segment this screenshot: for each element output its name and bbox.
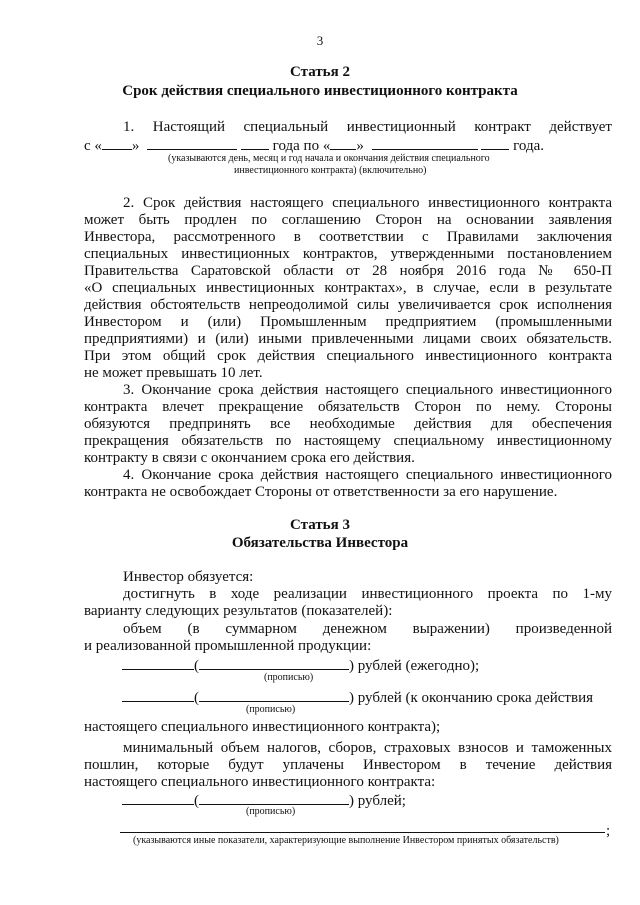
date-to-close: » [356, 138, 364, 154]
page-number: 3 [316, 33, 324, 48]
article-2-p2-line: При этом общий срок действия специального инвестиционного контракта [84, 348, 612, 364]
rub-end-label: ) рублей (к окончанию срока действия [349, 690, 593, 706]
paren-open: ( [194, 690, 199, 706]
date-from-month-blank [147, 136, 237, 150]
date-from-day-blank [102, 136, 132, 150]
article-3-intro: Инвестор обязуется: [123, 569, 254, 585]
article-2-p3-line: прекращения обязательств по настоящему специальному инвестиционному [84, 433, 612, 449]
article-3-taxes-line: настоящего специального инвестиционного контракта: [84, 774, 436, 790]
date-from-close: » [131, 138, 140, 154]
volume-end-field [122, 688, 593, 707]
article-2-subtitle: Срок действия специального инвестиционного контракта [122, 83, 518, 99]
article-2-p4-line: контракта не освобождает Стороны от ответственности за его нарушение. [84, 484, 558, 500]
semicolon: ; [606, 823, 611, 839]
amount-words-blank [199, 656, 349, 670]
article-2-title: Статья 2 [290, 64, 350, 80]
date-note-2: инвестиционного контракта) (включительно) [234, 165, 427, 176]
article-3-subtitle: Обязательства Инвестора [231, 535, 409, 551]
article-3-goal-line: варианту следующих результатов (показателей): [84, 603, 393, 619]
article-2-p3-line: контракта влечет прекращение обязательств Сторон по нему. Стороны [84, 399, 612, 415]
amount-words-blank [199, 791, 349, 805]
article-2-p2-line: не может превышать 10 лет. [84, 365, 263, 381]
article-3-title: Статья 3 [290, 517, 350, 533]
article-2-p3-line: 3. Окончание срока действия настоящего специального инвестиционного [123, 382, 612, 398]
other-indicators-blank [120, 832, 605, 833]
article-2-p2-line: действия обстоятельств непреодолимой силы увеличивается срок исполнения [84, 297, 612, 313]
amount-blank [122, 656, 194, 670]
paren-open: ( [194, 658, 199, 674]
date-from-open: с « [84, 138, 102, 154]
article-2-p2-line: «О специальных инвестиционных контрактах», в случае, если в результате [84, 280, 612, 296]
date-to-month-blank [372, 136, 478, 150]
rub-end-continuation: настоящего специального инвестиционного контракта); [84, 719, 441, 735]
article-2-p4-line: 4. Окончание срока действия настоящего специального инвестиционного [123, 467, 612, 483]
article-2-p2-line: предприятиями) и (или) иными привлеченными лицами своих обязательств. [84, 331, 612, 347]
amount-blank [122, 791, 194, 805]
article-3-volume-line: и реализованной промышленной продукции: [84, 638, 372, 654]
article-2-p2-line: специальных инвестиционных контрактов, утвержденными постановлением [84, 246, 612, 262]
paren-open: ( [194, 793, 199, 809]
propisyu-note: (прописью) [246, 806, 296, 817]
propisyu-note: (прописью) [246, 704, 296, 715]
article-2-p2-line: может быть продлен по соглашению Сторон на основании заявления [84, 212, 612, 228]
article-2-p2-line: 2. Срок действия настоящего специального инвестиционного контракта [123, 195, 612, 211]
article-2-p2-line: Инвестора, рассмотренного в соответствии с Правилами заключения [84, 229, 612, 245]
article-2-p1-line1: 1. Настоящий специальный инвестиционный контракт действует [123, 119, 612, 135]
other-indicators-note: (указываются иные показатели, характеризующие выполнение Инвестором принятых обязательств) [133, 835, 559, 846]
article-3-volume-line: объем (в суммарном денежном выражении) произведенной [123, 621, 612, 637]
article-3-taxes-line: пошлин, которые будут уплачены Инвестором в течение действия [84, 757, 612, 773]
date-year-end: года. [513, 138, 544, 154]
rub-yearly-label: ) рублей (ежегодно); [349, 658, 480, 674]
article-2-p3-line: контракту в связи с окончанием срока его действия. [84, 450, 415, 466]
date-to-day-blank [330, 136, 356, 150]
article-2-p3-line: обязуются предпринять все необходимые действия для обеспечения [84, 416, 612, 432]
amount-words-blank [199, 688, 349, 702]
rub-label: ) рублей; [349, 793, 406, 809]
amount-blank [122, 688, 194, 702]
article-2-p2-line: Инвестором и (или) Промышленным предприятием (промышленными [84, 314, 612, 330]
article-3-taxes-line: минимальный объем налогов, сборов, страховых взносов и таможенных [123, 740, 612, 756]
date-from-year-blank [241, 136, 269, 150]
date-to-year-blank [481, 136, 509, 150]
date-note-1: (указываются день, месяц и год начала и окончания действия специального [168, 153, 490, 164]
date-to-open: года по « [272, 138, 331, 154]
article-2-p2-line: Правительства Саратовской области от 28 ноября 2016 года № 650-П [84, 263, 612, 279]
article-3-goal-line: достигнуть в ходе реализации инвестиционного проекта по 1-му [123, 586, 612, 602]
propisyu-note: (прописью) [264, 672, 314, 683]
